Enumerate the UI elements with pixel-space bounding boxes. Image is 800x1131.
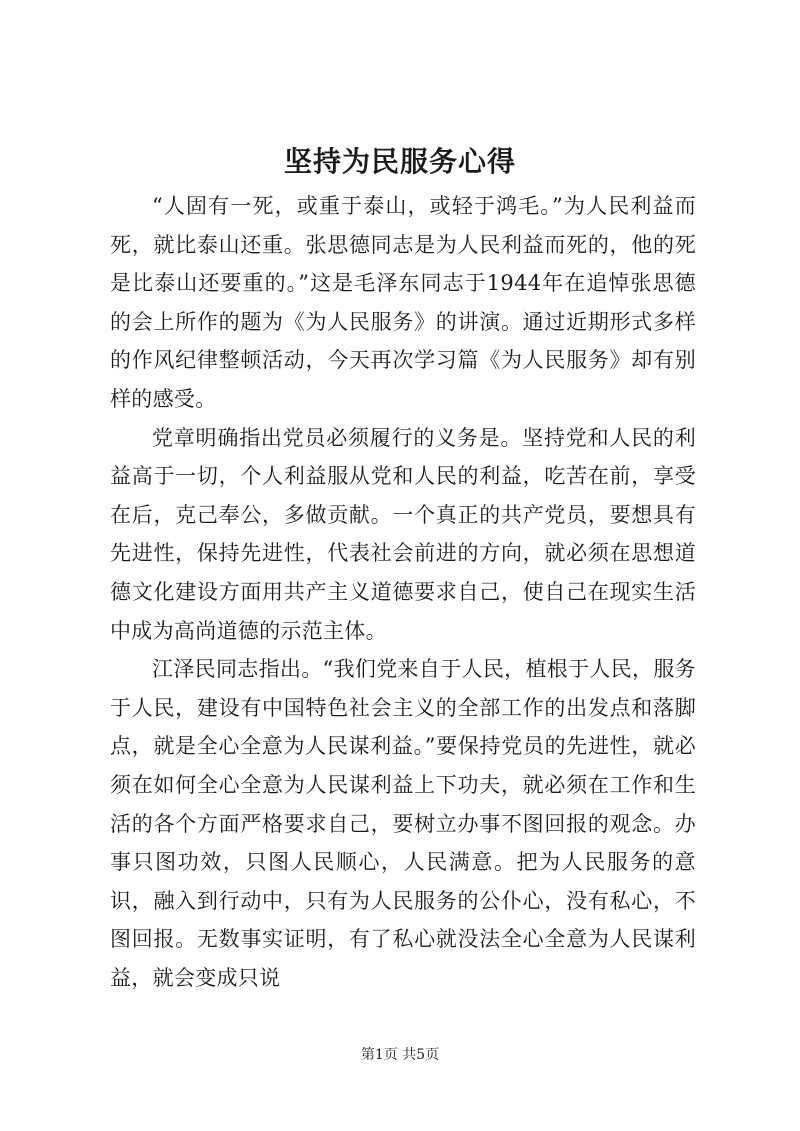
page-footer: 第1页 共5页 <box>360 1047 440 1063</box>
document-title: 坚持为民服务心得 <box>283 145 516 178</box>
paragraph-2: 党章明确指出党员必须履行的义务是。坚持党和人民的利益高于一切，个人利益服从党和人民的利益，吃苦在前，享受在后，克己奉公，多做贡献。一个真正的共产党员，要想具有先进性，保持先进性，代表社会前进的方向，就必须在思想道德文化建设方面用共产主义道德要求自己，使自己在现实生活中成为高尚道德的示范主体。 <box>110 425 696 643</box>
document-body <box>110 187 696 997</box>
paragraph-1: “人固有一死，或重于泰山，或轻于鸿毛。”为人民利益而死，就比泰山还重。张思德同志是为人民利益而死的，他的死是比泰山还要重的。”这是毛泽东同志于1944年在追悼张思德的会上所作的题为《为人民服务》的讲演。通过近期形式多样的作风纪律整顿活动，今天再次学习篇《为人民服务》却有别样的感受。 <box>110 194 696 411</box>
paragraph-3: 江泽民同志指出。“我们党来自于人民，植根于人民，服务于人民，建设有中国特色社会主义的全部工作的出发点和落脚点，就是全心全意为人民谋利益。”要保持党员的先进性，就必须在如何全心全意为人民谋利益上下功夫，就必须在工作和生活的各个方面严格要求自己，要树立办事不图回报的观念。办事只图功效，只图人民顺心，人民满意。把为人民服务的意识，融入到行动中，只有为人民服务的公仆心，没有私心，不图回报。无数事实证明，有了私心就没法全心全意为人民谋利益，就会变成只说 <box>110 657 696 990</box>
